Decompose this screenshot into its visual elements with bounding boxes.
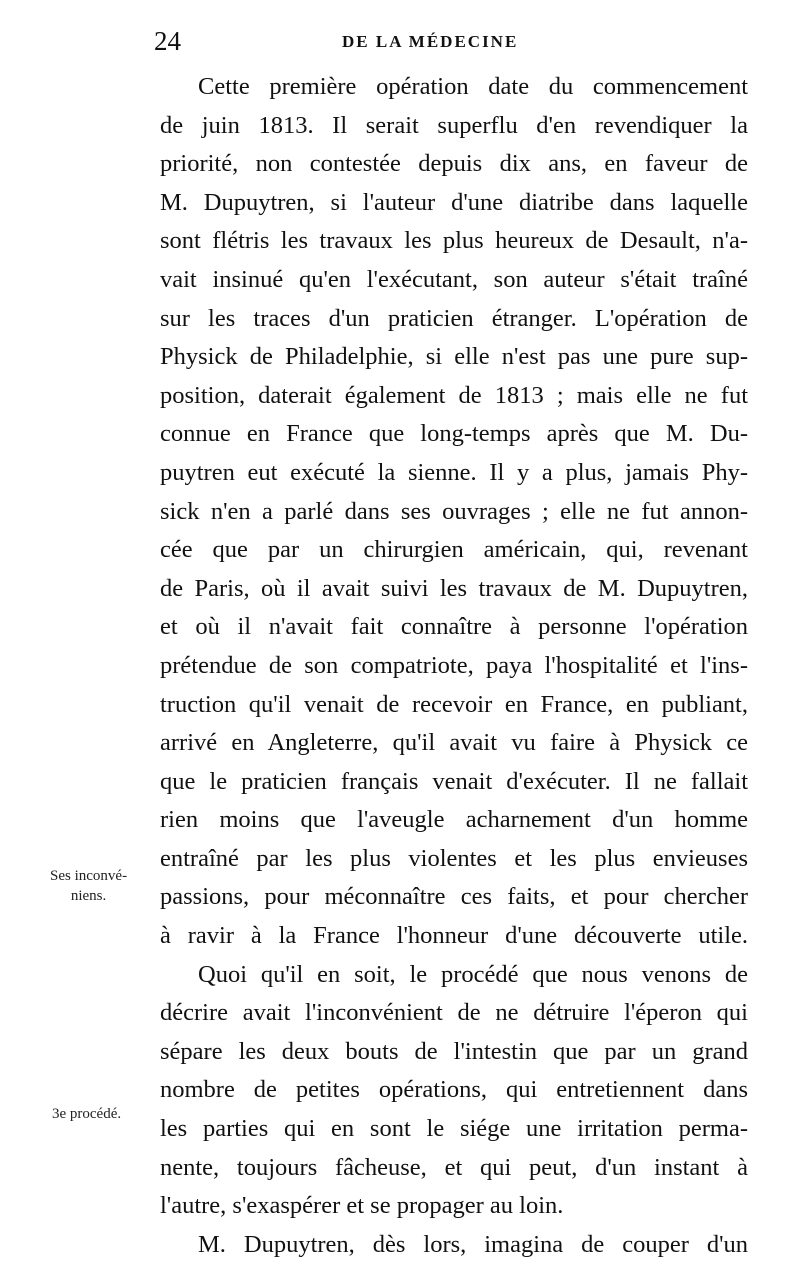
text-line: priorité, non contestée depuis dix ans, en faveur de [160,150,748,178]
text-line: l'autre, s'exaspérer et se propager au loin. [160,1192,564,1220]
text-line: puytren eut exécuté la sienne. Il y a plus, jamais Phy- [160,458,748,486]
text-line: Quoi qu'il en soit, le procédé que nous venons de [198,960,748,988]
text-line: position, daterait également de 1813 ; mais elle ne fut [160,381,748,409]
text-line: prétendue de son compatriote, paya l'hospitalité et l'ins- [160,651,748,679]
text-line: sur les traces d'un praticien étranger. L'opération de [160,304,748,332]
text-line: nombre de petites opérations, qui entretiennent dans [160,1076,748,1104]
text-line: connue en France que long-temps après que M. Du- [160,420,748,448]
text-line: Cette première opération date du commencement [198,73,748,100]
text-line: vait insinué qu'en l'exécutant, son auteur s'était traîné [160,265,748,293]
text-line: décrire avait l'inconvénient de ne détruire l'éperon qui [160,999,748,1027]
text-line: rien moins que l'aveugle acharnement d'un homme [160,806,748,834]
text-line: de juin 1813. Il serait superflu d'en revendiquer la [160,111,748,139]
margin-note-procede: 3e procédé. [52,1106,122,1122]
text-line: entraîné par les plus violentes et les plus envieuses [160,844,748,872]
text-line: que le praticien français venait d'exécuter. Il ne fallait [160,767,748,795]
text-line: de Paris, où il avait suivi les travaux de M. Dupuytren, [160,574,748,602]
text-line: et où il n'avait fait connaître à personne l'opération [160,613,748,641]
text-line: Physick de Philadelphie, si elle n'est pas une pure sup- [160,343,748,371]
text-line: M. Dupuytren, dès lors, imagina de couper d'un [198,1230,748,1258]
text-line: arrivé en Angleterre, qu'il avait vu faire à Physick ce [160,729,748,757]
body-text [160,68,748,1264]
page-header [0,26,800,60]
text-line: passions, pour méconnaître ces faits, et pour chercher [160,883,748,911]
margin-note-line: Ses inconvé- [50,868,128,884]
text-line: les parties qui en sont le siége une irritation perma- [160,1115,748,1143]
text-line: sick n'en a parlé dans ses ouvrages ; elle ne fut annon- [160,497,748,525]
page-number: 24 [154,26,181,56]
running-head: DE LA MÉDECINE [342,32,519,51]
text-line: à ravir à la France l'honneur d'une découverte utile. [160,922,748,950]
text-line: cée que par un chirurgien américain, qui, revenant [160,536,748,564]
text-line: sépare les deux bouts de l'intestin que par un grand [160,1037,748,1065]
text-line: sont flétris les travaux les plus heureux de Desault, n'a- [160,227,748,255]
text-line: nente, toujours fâcheuse, et qui peut, d'un instant à [160,1153,748,1181]
text-line: M. Dupuytren, si l'auteur d'une diatribe dans laquelle [160,188,748,216]
margin-note-inconveniens [50,866,127,906]
margin-note-line: niens. [70,888,107,904]
text-line: truction qu'il venait de recevoir en France, en publiant, [160,690,748,718]
